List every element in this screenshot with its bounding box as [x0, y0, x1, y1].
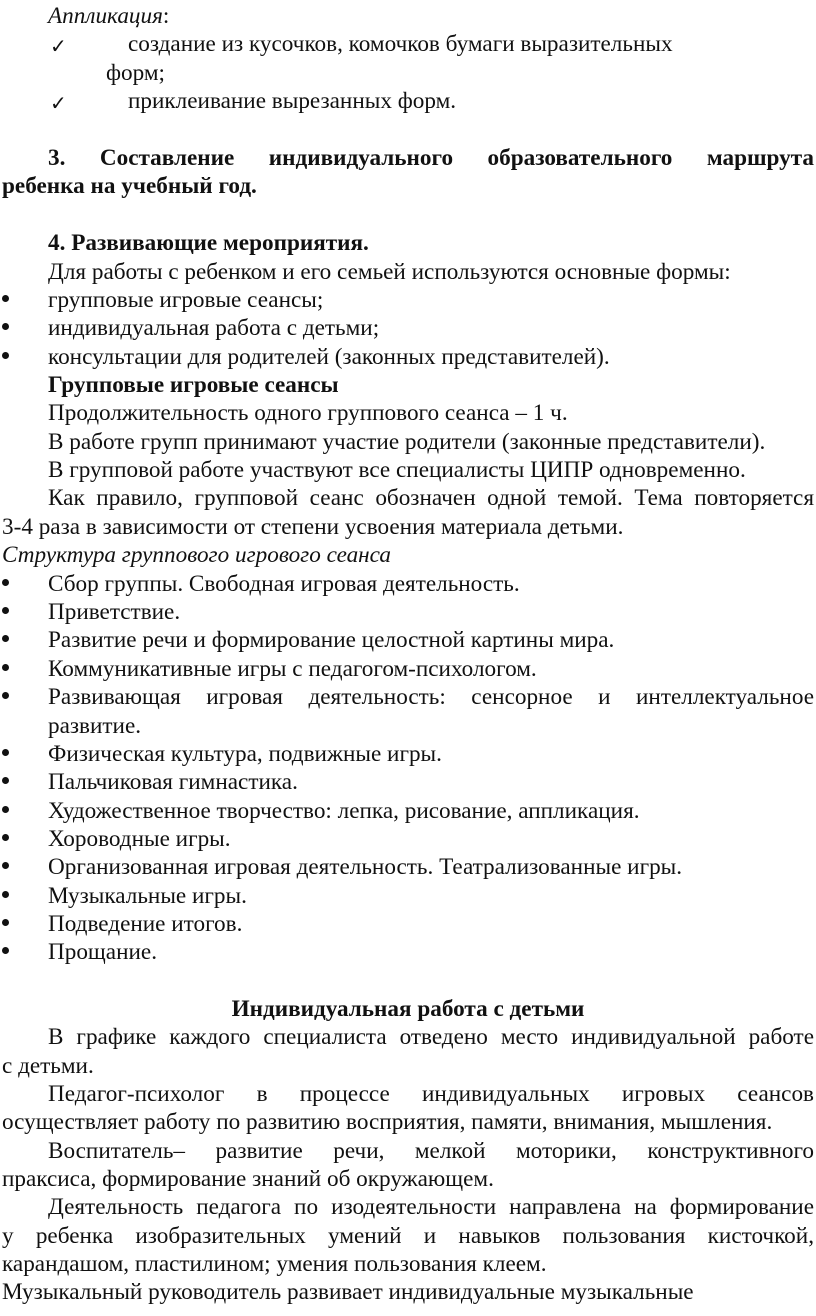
individual-paragraph-continuation: с детьми. [2, 1053, 94, 1079]
bullet-icon [2, 579, 9, 586]
individual-paragraph-continuation: праксиса, формирование знаний об окружающем. [2, 1166, 494, 1192]
bullet-icon [2, 749, 9, 756]
structure-list-item: Художественное творчество: лепка, рисование, аппликация. [48, 798, 640, 824]
application-item: приклеивание вырезанных форм. [128, 88, 457, 114]
structure-list-item-continuation: развитие. [48, 713, 142, 739]
structure-list-item: Хороводные игры. [48, 826, 231, 852]
individual-paragraph-continuation: у ребенка изобразительных умений и навыков пользования кисточкой, [2, 1223, 814, 1249]
individual-heading: Индивидуальная работа с детьми [231, 996, 585, 1022]
individual-paragraph: Педагог-психолог в процессе индивидуальных игровых сеансов [48, 1081, 814, 1107]
bullet-icon [2, 607, 9, 614]
structure-list-item: Подведение итогов. [48, 911, 243, 937]
bullet-icon [2, 919, 9, 926]
application-heading-text: Аппликация [48, 3, 163, 29]
group-sessions-paragraph: В работе групп принимают участие родители (законные представители). [48, 429, 766, 455]
form-list-item: групповые игровые сеансы; [48, 287, 324, 313]
individual-paragraph-continuation: карандашом, пластилином; умения пользования клеем. [2, 1251, 547, 1277]
form-list-item: индивидуальная работа с детьми; [48, 315, 380, 341]
individual-paragraph-continuation: осуществляет работу по развитию восприятия, памяти, внимания, мышления. [2, 1109, 773, 1135]
application-heading [48, 2, 169, 30]
bullet-icon [2, 891, 9, 898]
structure-heading: Структура группового игрового сеанса [2, 542, 391, 568]
structure-list-item: Коммуникативные игры с педагогом-психологом. [48, 656, 537, 682]
section3-heading-line2: ребенка на учебный год. [2, 173, 257, 199]
application-item-continuation: форм; [106, 60, 165, 86]
section4-heading: 4. Развивающие мероприятия. [48, 230, 369, 256]
group-sessions-paragraph: Как правило, групповой сеанс обозначен одной темой. Тема повторяется [48, 485, 814, 511]
structure-list-item: Музыкальные игры. [48, 883, 247, 909]
group-sessions-paragraph: В групповой работе участвуют все специалисты ЦИПР одновременно. [48, 457, 746, 483]
group-sessions-heading: Групповые игровые сеансы [48, 372, 339, 398]
application-item: создание из кусочков, комочков бумаги выразительных [128, 31, 673, 57]
individual-paragraph: Воспитатель– развитие речи, мелкой моторики, конструктивного [48, 1138, 814, 1164]
bullet-icon [2, 862, 9, 869]
group-sessions-paragraph: Продолжительность одного группового сеанса – 1 ч. [48, 400, 568, 426]
group-sessions-paragraph-continuation: 3-4 раза в зависимости от степени усвоения материала детьми. [2, 514, 624, 540]
checkmark-icon: ✓ [50, 91, 67, 115]
bullet-icon [2, 664, 9, 671]
structure-list-item: Организованная игровая деятельность. Театрализованные игры. [48, 854, 683, 880]
bullet-icon [2, 777, 9, 784]
bullet-icon [2, 834, 9, 841]
application-heading-colon: : [162, 3, 170, 29]
bullet-icon [2, 295, 9, 302]
structure-list-item: Прощание. [48, 939, 157, 965]
structure-list-item: Сбор группы. Свободная игровая деятельность. [48, 571, 520, 597]
bullet-icon [2, 806, 9, 813]
individual-paragraph: Музыкальный руководитель развивает индивидуальные музыкальные [2, 1279, 694, 1305]
section4-intro: Для работы с ребенком и его семьей используются основные формы: [48, 259, 731, 285]
bullet-icon [2, 635, 9, 642]
individual-paragraph: В графике каждого специалиста отведено место индивидуальной работе [48, 1024, 814, 1050]
individual-paragraph: Деятельность педагога по изодеятельности направлена на формирование [48, 1194, 814, 1220]
bullet-icon [2, 352, 9, 359]
bullet-icon [2, 947, 9, 954]
form-list-item: консультации для родителей (законных представителей). [48, 344, 610, 370]
structure-list-item: Приветствие. [48, 599, 181, 625]
bullet-icon [2, 323, 9, 330]
bullet-icon [2, 692, 9, 699]
structure-list-item: Развитие речи и формирование целостной картины мира. [48, 627, 615, 653]
checkmark-icon: ✓ [50, 34, 67, 58]
structure-list-item: Пальчиковая гимнастика. [48, 769, 298, 795]
section3-heading-line1: 3. Составление индивидуального образовательного маршрута [48, 145, 814, 171]
structure-list-item: Физическая культура, подвижные игры. [48, 741, 442, 767]
structure-list-item: Развивающая игровая деятельность: сенсорное и интеллектуальное [48, 684, 814, 710]
